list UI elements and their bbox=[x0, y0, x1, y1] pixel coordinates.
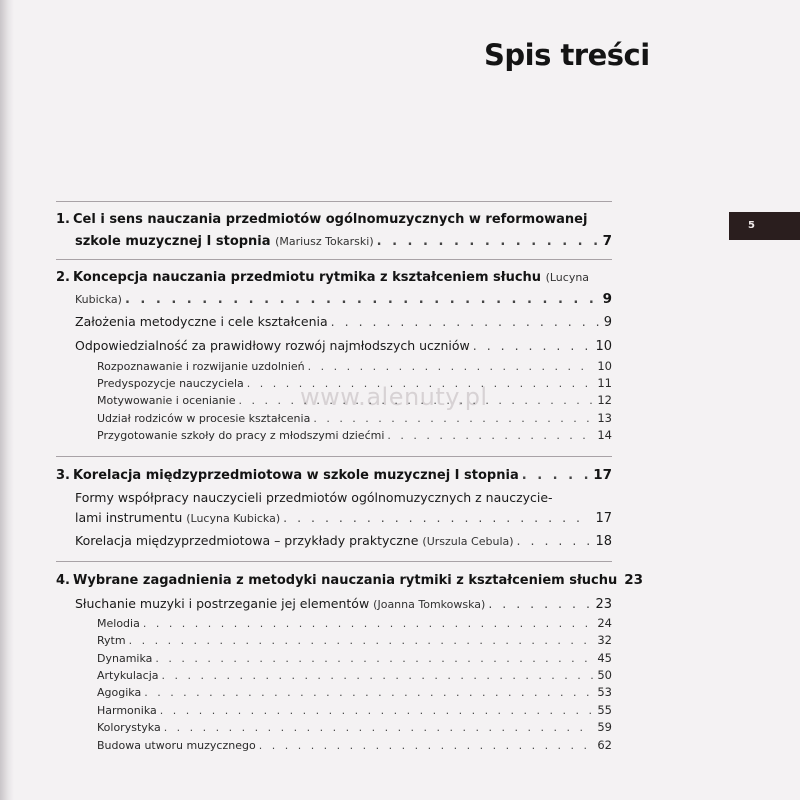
page-number: 10 bbox=[595, 339, 612, 354]
section-divider bbox=[56, 201, 612, 202]
section-title-cont: szkole muzycznej I stopnia bbox=[75, 234, 271, 249]
subitem-title: Rozpoznawanie i rozwijanie uzdolnień bbox=[97, 360, 305, 373]
dot-leader bbox=[144, 686, 593, 699]
item-title-cont: lami instrumentu bbox=[75, 510, 183, 525]
dot-leader bbox=[160, 704, 594, 717]
toc-subitem[interactable] bbox=[97, 668, 612, 682]
subitem-title: Udział rodziców w procesie kształcenia bbox=[97, 412, 311, 425]
subitem-title: Predyspozycje nauczyciela bbox=[97, 377, 244, 390]
dot-leader bbox=[331, 314, 600, 329]
dot-leader bbox=[387, 429, 593, 442]
page-number: 59 bbox=[597, 720, 612, 734]
author: (Mariusz Tokarski) bbox=[275, 235, 374, 248]
item-title: Korelacja międzyprzedmiotowa – przykłady praktyczne bbox=[75, 533, 419, 548]
author: (Lucyna bbox=[545, 271, 590, 284]
subitem-title: Przygotowanie szkoły do pracy z młodszymi dziećmi bbox=[97, 429, 385, 442]
subitem-title: Artykulacja bbox=[97, 669, 159, 682]
subitem-title: Kolorystyka bbox=[97, 721, 161, 734]
item-title: Odpowiedzialność za prawidłowy rozwój najmłodszych uczniów bbox=[75, 338, 470, 353]
page-number: 9 bbox=[602, 291, 612, 307]
author: (Joanna Tomkowska) bbox=[373, 598, 486, 611]
toc-section-1[interactable] bbox=[56, 212, 612, 227]
toc-subitem[interactable] bbox=[97, 376, 612, 390]
section-title: Koncepcja nauczania przedmiotu rytmika z kształceniem słuchu bbox=[73, 270, 542, 285]
page-number: 13 bbox=[597, 411, 612, 425]
watermark: www.alenuty.pl bbox=[300, 383, 488, 411]
subitem-title: Harmonika bbox=[97, 704, 157, 717]
item-title: Założenia metodyczne i cele kształcenia bbox=[75, 314, 328, 329]
toc-subitem[interactable] bbox=[97, 720, 612, 734]
toc-subitem[interactable] bbox=[97, 703, 612, 717]
dot-leader bbox=[313, 412, 593, 425]
toc-subitem[interactable] bbox=[97, 651, 612, 665]
author: (Urszula Cebula) bbox=[422, 535, 514, 548]
page-number: 18 bbox=[595, 534, 612, 549]
dot-leader bbox=[143, 617, 594, 630]
dot-leader bbox=[155, 652, 593, 665]
page-number: 50 bbox=[597, 668, 612, 682]
toc-subitem[interactable] bbox=[97, 393, 612, 407]
page-number: 9 bbox=[603, 315, 612, 330]
page-number: 7 bbox=[602, 233, 612, 249]
section-divider bbox=[56, 561, 612, 562]
subitem-title: Dynamika bbox=[97, 652, 153, 665]
page-number: 62 bbox=[597, 738, 612, 752]
section-title: Korelacja międzyprzedmiotowa w szkole muzycznej I stopnia bbox=[73, 468, 519, 483]
section-number: 1. bbox=[56, 212, 70, 227]
page-number: 24 bbox=[597, 616, 612, 630]
toc-subitem[interactable] bbox=[97, 633, 612, 647]
dot-leader bbox=[473, 338, 592, 353]
toc-subitem[interactable] bbox=[97, 428, 612, 442]
dot-leader bbox=[522, 468, 589, 483]
toc-section-2-cont[interactable] bbox=[75, 291, 612, 307]
page-number: 17 bbox=[595, 511, 612, 526]
section-number: 3. bbox=[56, 468, 70, 483]
page-number-tab: 5 bbox=[729, 212, 800, 240]
toc-subitem[interactable] bbox=[97, 685, 612, 699]
page-number: 23 bbox=[595, 597, 612, 612]
subitem-title: Agogika bbox=[97, 686, 142, 699]
toc-subitem[interactable] bbox=[97, 411, 612, 425]
page-number: 17 bbox=[593, 467, 612, 483]
toc-item[interactable] bbox=[75, 596, 612, 612]
dot-leader bbox=[259, 739, 594, 752]
dot-leader bbox=[377, 234, 599, 249]
section-title: Wybrane zagadnienia z metodyki nauczania rytmiki z kształceniem słuchu bbox=[73, 573, 618, 588]
section-divider bbox=[56, 456, 612, 457]
toc-section-2[interactable] bbox=[56, 270, 612, 285]
dot-leader bbox=[488, 596, 591, 611]
toc-item[interactable] bbox=[75, 314, 612, 330]
page-number: 14 bbox=[597, 428, 612, 442]
toc-item[interactable] bbox=[75, 533, 612, 549]
section-number: 2. bbox=[56, 270, 70, 285]
dot-leader bbox=[238, 394, 593, 407]
toc-section-3[interactable] bbox=[56, 467, 612, 483]
dot-leader bbox=[125, 292, 599, 307]
toc-item[interactable] bbox=[75, 338, 612, 354]
toc-section-4[interactable] bbox=[56, 572, 644, 588]
author-cont: Kubicka) bbox=[75, 293, 122, 306]
page-number: 55 bbox=[597, 703, 612, 717]
toc-subitem[interactable] bbox=[97, 616, 612, 630]
page-number: 12 bbox=[597, 393, 612, 407]
dot-leader bbox=[162, 669, 594, 682]
dot-leader bbox=[308, 360, 594, 373]
page-number: 45 bbox=[597, 651, 612, 665]
page-number: 10 bbox=[597, 359, 612, 373]
toc-item[interactable] bbox=[75, 490, 612, 505]
subitem-title: Budowa utworu muzycznego bbox=[97, 739, 256, 752]
toc-section-1-cont[interactable] bbox=[75, 233, 612, 249]
page-title: Spis treści bbox=[484, 38, 650, 72]
dot-leader bbox=[247, 377, 594, 390]
dot-leader bbox=[129, 634, 594, 647]
subitem-title: Melodia bbox=[97, 617, 140, 630]
section-number: 4. bbox=[56, 573, 70, 588]
toc-subitem[interactable] bbox=[97, 738, 612, 752]
dot-leader bbox=[283, 510, 591, 525]
author: (Lucyna Kubicka) bbox=[186, 512, 281, 525]
toc-subitem[interactable] bbox=[97, 359, 612, 373]
item-title: Formy współpracy nauczycieli przedmiotów ogólnomuzycznych z nauczycie- bbox=[75, 490, 553, 505]
page-number: 23 bbox=[624, 572, 644, 588]
page-number: 53 bbox=[597, 685, 612, 699]
page-number: 11 bbox=[597, 376, 612, 390]
page-number: 32 bbox=[597, 633, 612, 647]
subitem-title: Motywowanie i ocenianie bbox=[97, 394, 236, 407]
dot-leader bbox=[164, 721, 594, 734]
subitem-title: Rytm bbox=[97, 634, 126, 647]
section-divider bbox=[56, 259, 612, 260]
toc-item-cont[interactable] bbox=[75, 510, 612, 526]
section-title: Cel i sens nauczania przedmiotów ogólnomuzycznych w reformowanej bbox=[73, 212, 588, 227]
item-title: Słuchanie muzyki i postrzeganie jej elementów bbox=[75, 596, 370, 611]
dot-leader bbox=[517, 533, 592, 548]
